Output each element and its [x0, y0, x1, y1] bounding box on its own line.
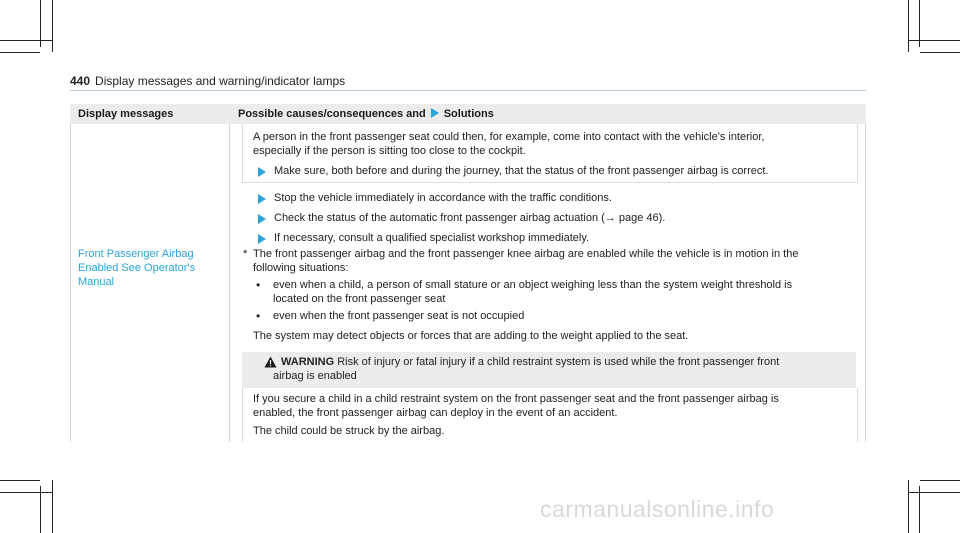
warning-title: airbag is enabled — [273, 370, 357, 382]
arrow-right-icon — [258, 214, 266, 224]
intro-text: following situations: — [253, 262, 349, 274]
info-text: A person in the front passenger seat could then, for example, come into contact with the vehicle's interior, — [253, 131, 765, 143]
page-title: Display messages and warning/indicator lamps — [95, 74, 346, 88]
crop-mark — [0, 52, 40, 53]
display-message: Manual — [78, 276, 115, 288]
column-divider — [865, 124, 866, 442]
action-text: Check the status of the automatic front passenger airbag actuation (→ page 46). — [274, 212, 666, 224]
crop-mark — [908, 0, 909, 52]
crop-mark — [0, 480, 40, 481]
warning-triangle-icon — [264, 356, 277, 368]
arrow-right-icon — [258, 167, 266, 177]
page-number: 440 — [70, 74, 91, 88]
bullet-text: even when a child, a person of small stature or an object weighing less than the system weight threshold is — [273, 279, 793, 291]
display-message: Front Passenger Airbag — [78, 248, 194, 260]
crop-mark — [52, 480, 53, 533]
arrow-right-icon — [258, 234, 266, 244]
crop-mark — [40, 486, 41, 533]
bullet-text: located on the front passenger seat — [273, 293, 446, 305]
warning-body: enabled, the front passenger airbag can deploy in the event of an accident. — [253, 407, 618, 419]
asterisk: * — [243, 248, 248, 260]
crop-mark — [908, 480, 909, 533]
arrow-right-icon — [258, 194, 266, 204]
bullet-icon: • — [256, 278, 261, 292]
watermark: carmanualsonline.info — [540, 496, 775, 522]
page-header — [70, 74, 345, 88]
table-header — [70, 104, 866, 124]
intro-text: The front passenger airbag and the front passenger knee airbag are enabled while the vehicle is in motion in the — [253, 248, 799, 260]
arrow-right-icon — [431, 108, 439, 118]
column-divider — [229, 124, 230, 442]
display-message: Enabled See Operator's — [78, 262, 196, 274]
crop-mark — [920, 52, 960, 53]
bullet-icon: • — [256, 309, 261, 323]
warning-body: The child could be struck by the airbag. — [253, 425, 445, 437]
crop-mark — [908, 40, 960, 41]
warning-label: WARNING — [281, 356, 335, 368]
action-text: Make sure, both before and during the journey, that the status of the front passenger airbag is correct. — [274, 165, 769, 177]
column-header-solutions: Possible causes/consequences and Solutions — [238, 108, 494, 120]
action-text: Stop the vehicle immediately in accordance with the traffic conditions. — [274, 192, 612, 204]
crop-mark — [920, 480, 960, 481]
crop-mark — [0, 40, 52, 41]
crop-mark — [908, 492, 960, 493]
system-note: The system may detect objects or forces that are adding to the weight applied to the seat. — [253, 330, 689, 342]
info-text: especially if the person is sitting too close to the cockpit. — [253, 145, 526, 157]
header-rule — [70, 90, 866, 91]
warning-body: If you secure a child in a child restraint system on the front passenger seat and the front passenger airbag is — [253, 393, 779, 405]
crop-mark — [0, 492, 52, 493]
bullet-text: even when the front passenger seat is not occupied — [273, 310, 525, 322]
column-header-messages: Display messages — [78, 108, 174, 120]
action-text: If necessary, consult a qualified specialist workshop immediately. — [274, 232, 590, 244]
crop-mark — [919, 486, 920, 533]
crop-mark — [52, 0, 53, 52]
warning-title: WARNING Risk of injury or fatal injury if a child restraint system is used while the front passenger front — [281, 356, 780, 368]
column-divider — [70, 124, 71, 442]
